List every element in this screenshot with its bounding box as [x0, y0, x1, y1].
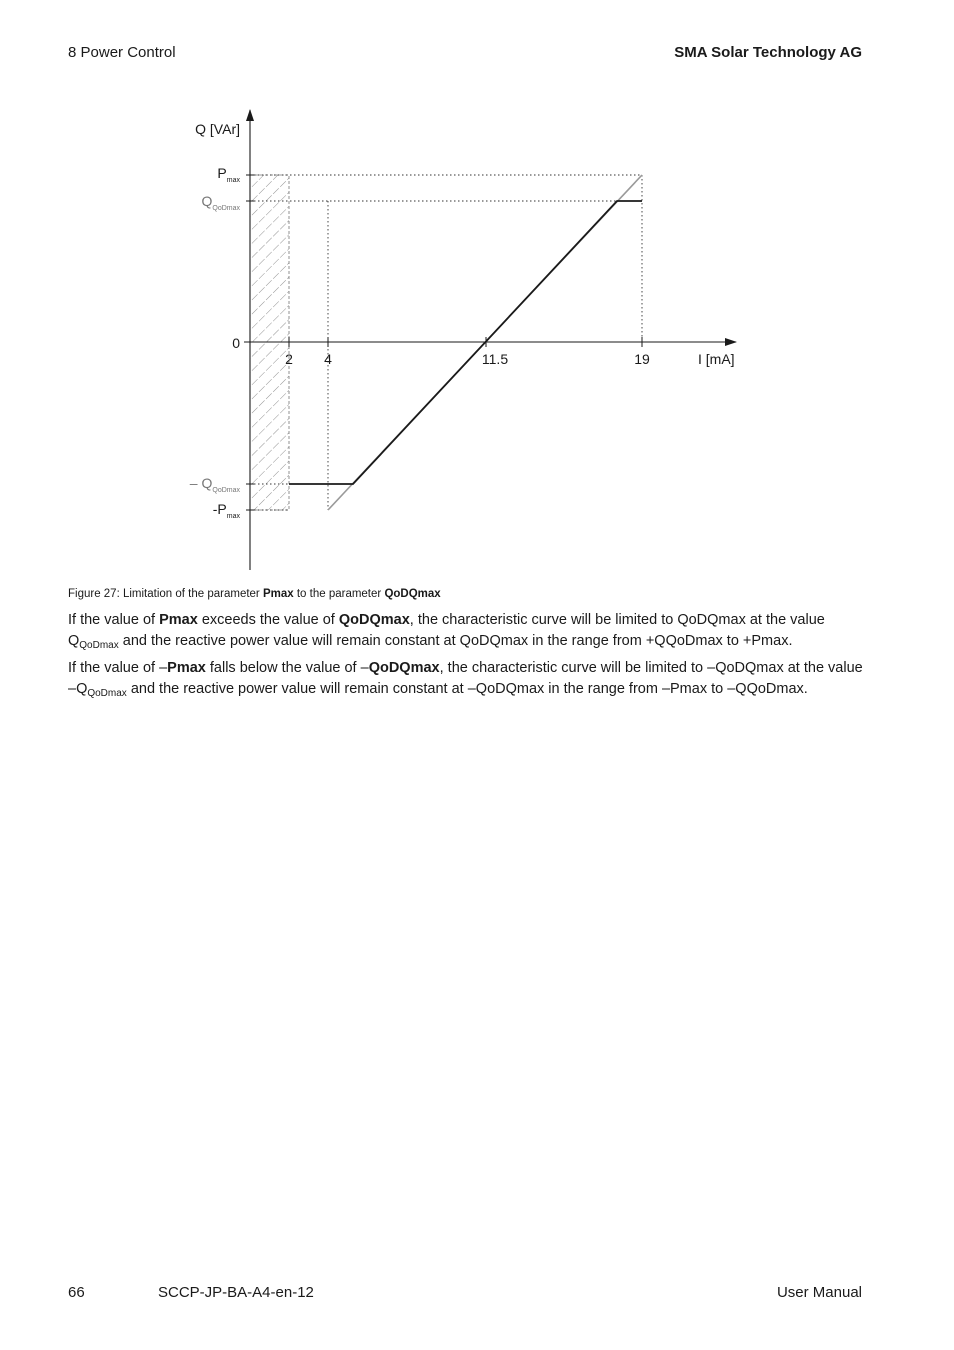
y-label-neg-qodmax: – $Q_{QoDmax}$	[189, 475, 240, 494]
paragraph-upper-limit: If the value of Pmax exceeds the value of QoDQmax, the characteristic curve will be limited to QoDQmax at the value $Q_{QoDmax}$ and the reactive power value will remain constant at QoDQmax in the range from +QQoDmax to +Pmax.	[68, 612, 825, 651]
y-label-qodmax: $Q_{QoDmax}$	[201, 193, 240, 212]
y-label-pmax: $P_{max}$	[217, 165, 240, 184]
footer-document-type: User Manual	[776, 1284, 862, 1301]
y-label-zero: 0	[232, 335, 240, 351]
x-tick-label: 19	[634, 351, 650, 367]
y-label-neg-pmax: $-P_{max}$	[212, 501, 240, 520]
footer-document-id: SCCP-JP-BA-A4-en-12	[158, 1284, 314, 1301]
paragraph-lower-limit: If the value of –Pmax falls below the value of –QoDQmax, the characteristic curve will be limited to –QoDQmax at the value $-Q_{QoDmax}$ and the reactive power value will remain constant at –QoDQmax in the range from –Pmax to –QQoDmax.	[68, 660, 863, 699]
x-tick-label: 4	[324, 351, 332, 367]
footer-page-number: 66	[68, 1284, 85, 1301]
x-tick-label: 11.5	[481, 351, 509, 367]
x-tick-label: 2	[285, 351, 293, 367]
header-section-title: 8 Power Control	[68, 44, 176, 61]
characteristic-curve-figure	[0, 0, 954, 590]
header-company-name: SMA Solar Technology AG	[674, 44, 862, 61]
figure-caption: Figure 27: Limitation of the parameter Pmax to the parameter QoDQmax	[68, 588, 441, 600]
x-axis-label: I [mA]	[698, 351, 735, 367]
y-axis-label: Q [VAr]	[195, 121, 240, 137]
